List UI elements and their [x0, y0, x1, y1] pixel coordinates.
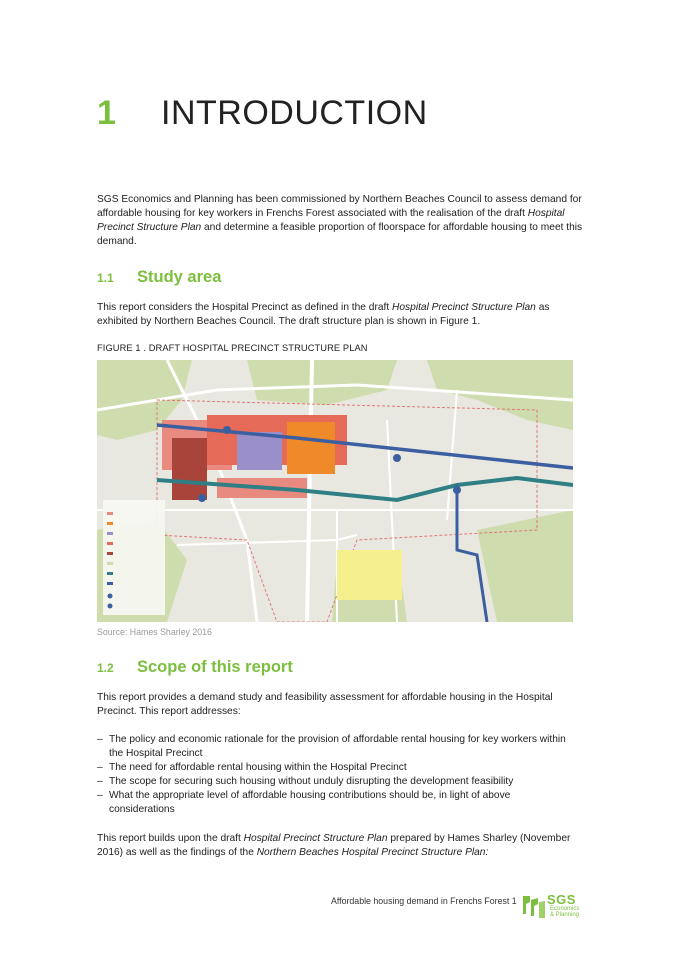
list-item: – The policy and economic rationale for the provision of affordable rental housing for key workers within the Hospital Precinct — [97, 733, 567, 761]
list-item: – The scope for securing such housing without unduly disrupting the development feasibility — [97, 775, 567, 789]
list-item: – What the appropriate level of affordable housing contributions should be, in light of above considerations — [97, 789, 567, 817]
scope-list — [97, 733, 567, 816]
chapter-heading — [97, 94, 428, 138]
school-site — [337, 550, 402, 600]
footer-text: Affordable housing demand in Frenchs Forest 1 — [331, 896, 517, 906]
closing-paragraph — [97, 832, 587, 860]
list-item: – The need for affordable rental housing within the Hospital Precinct — [97, 761, 567, 775]
closing-text-a: This report builds upon the draft — [97, 833, 244, 844]
section-heading-scope — [97, 658, 293, 677]
intro-paragraph — [97, 193, 587, 249]
bus-stop — [223, 426, 231, 434]
study-text-a: This report considers the Hospital Precinct as defined in the draft — [97, 302, 393, 313]
intro-text-a: SGS Economics and Planning has been commissioned by Northern Beaches Council to assess demand for affordable housing for key workers in Frenchs Forest associated with the realisation of the draft — [97, 194, 582, 219]
bus-stop — [393, 454, 401, 462]
study-area-paragraph — [97, 301, 587, 329]
scope-paragraph: This report provides a demand study and feasibility assessment for affordable housing in the Hospital Precinct. This report addresses: — [97, 692, 553, 717]
sgs-logo-icon — [520, 892, 546, 918]
section-number: 1.1 — [97, 271, 114, 285]
map-legend — [103, 500, 165, 615]
map-image — [97, 360, 573, 622]
logo-subtext: Economics — [550, 906, 580, 912]
study-text-italic: Hospital Precinct Structure Plan — [392, 302, 536, 313]
intro-text-c: and determine a feasible proportion of floorspace for affordable housing to meet this demand. — [97, 221, 583, 247]
logo-text: SGS — [547, 892, 576, 907]
figure-caption: FIGURE 1 . DRAFT HOSPITAL PRECINCT STRUCTURE PLAN — [97, 343, 368, 353]
logo-subtext: & Planning — [550, 912, 580, 918]
sgs-logo — [520, 892, 580, 918]
hospital-block — [287, 422, 335, 474]
structure-plan-map — [97, 360, 573, 622]
section-title: Study area — [137, 268, 222, 286]
section-number: 1.2 — [97, 661, 114, 675]
bus-stop — [453, 486, 461, 494]
closing-text-italic-1: Hospital Precinct Structure Plan — [243, 833, 388, 844]
chapter-title: INTRODUCTION — [161, 94, 428, 132]
closing-text-italic-2: Northern Beaches Hospital Precinct Structure Plan: — [256, 846, 489, 858]
closing-text-c: prepared by Hames Sharley (November 2016) as well as the findings of the — [97, 833, 571, 858]
study-text-c: as exhibited by Northern Beaches Council. The draft structure plan is shown in Figure 1. — [97, 302, 550, 327]
bus-stop — [198, 494, 206, 502]
figure-source: Source: Hames Sharley 2016 — [97, 627, 212, 637]
intro-text-italic: Hospital Precinct Structure Plan — [97, 207, 565, 233]
section-title: Scope of this report — [137, 658, 293, 676]
section-heading-study-area — [97, 268, 221, 287]
chapter-number: 1 — [97, 94, 116, 132]
mixed-use-block — [172, 438, 207, 500]
